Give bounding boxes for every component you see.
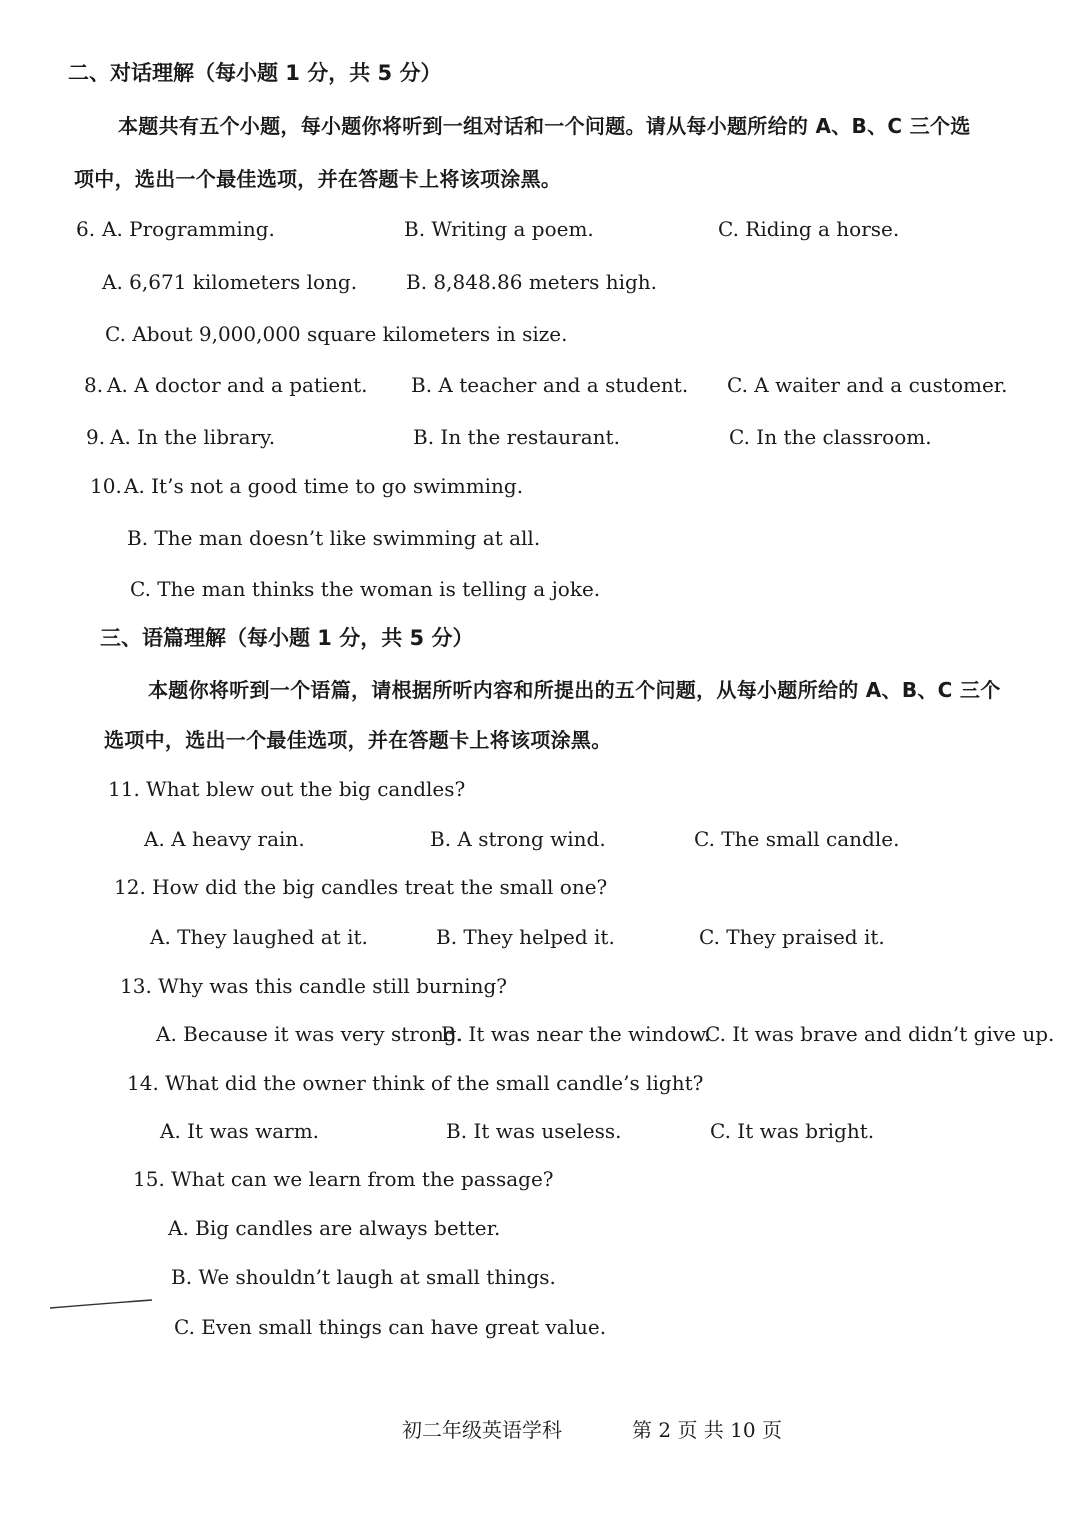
question-8-number: 8. xyxy=(84,373,104,397)
question-15-option-c: C. Even small things can have great value. xyxy=(174,1315,607,1339)
question-15-stem: 15. What can we learn from the passage? xyxy=(133,1167,554,1191)
question-11-option-b: B. A strong wind. xyxy=(430,827,606,851)
question-6-number: 6. xyxy=(76,217,96,241)
question-10-option-a: A. It’s not a good time to go swimming. xyxy=(124,474,524,498)
question-14-option-c: C. It was bright. xyxy=(710,1119,875,1143)
question-7-option-c: C. About 9,000,000 square kilometers in size. xyxy=(105,322,568,346)
question-9-option-c: C. In the classroom. xyxy=(729,425,932,449)
question-8-option-a: A. A doctor and a patient. xyxy=(107,373,368,397)
question-7-option-b: B. 8,848.86 meters high. xyxy=(406,270,658,294)
section3-instruction-line2: 选项中，选出一个最佳选项，并在答题卡上将该项涂黑。 xyxy=(104,728,612,752)
question-6-option-b: B. Writing a poem. xyxy=(404,217,594,241)
question-10-number: 10. xyxy=(90,474,122,498)
section3-heading: 三、语篇理解（每小题 1 分，共 5 分） xyxy=(100,626,474,650)
question-11-option-c: C. The small candle. xyxy=(694,827,900,851)
question-14-option-b: B. It was useless. xyxy=(446,1119,622,1143)
pen-stroke-mark xyxy=(48,1298,154,1312)
footer-subject: 初二年级英语学科 xyxy=(402,1418,562,1442)
footer-page-info: 第 2 页 共 10 页 xyxy=(632,1418,782,1442)
question-10-option-c: C. The man thinks the woman is telling a joke. xyxy=(130,577,601,601)
question-11-stem: 11. What blew out the big candles? xyxy=(108,777,466,801)
question-13-option-c: C. It was brave and didn’t give up. xyxy=(705,1022,1055,1046)
question-6-option-c: C. Riding a horse. xyxy=(718,217,900,241)
question-12-option-a: A. They laughed at it. xyxy=(150,925,368,949)
question-13-option-a: A. Because it was very strong. xyxy=(156,1022,463,1046)
question-10-option-b: B. The man doesn’t like swimming at all. xyxy=(127,526,541,550)
question-12-option-b: B. They helped it. xyxy=(436,925,615,949)
question-7-option-a: A. 6,671 kilometers long. xyxy=(102,270,358,294)
question-15-option-b: B. We shouldn’t laugh at small things. xyxy=(171,1265,556,1289)
question-9-option-b: B. In the restaurant. xyxy=(413,425,620,449)
section3-instruction-line1: 本题你将听到一个语篇，请根据所听内容和所提出的五个问题，从每小题所给的 A、B、C 三个 xyxy=(148,678,1001,702)
section2-heading: 二、对话理解（每小题 1 分，共 5 分） xyxy=(68,61,442,85)
question-6-option-a: A. Programming. xyxy=(102,217,275,241)
question-12-stem: 12. How did the big candles treat the small one? xyxy=(114,875,608,899)
question-11-option-a: A. A heavy rain. xyxy=(144,827,305,851)
question-14-option-a: A. It was warm. xyxy=(160,1119,320,1143)
question-14-stem: 14. What did the owner think of the small candle’s light? xyxy=(127,1071,704,1095)
question-9-number: 9. xyxy=(86,425,106,449)
section2-instruction-line2: 项中，选出一个最佳选项，并在答题卡上将该项涂黑。 xyxy=(74,167,562,191)
question-15-option-a: A. Big candles are always better. xyxy=(168,1216,501,1240)
question-13-option-b: B. It was near the window. xyxy=(441,1022,711,1046)
question-12-option-c: C. They praised it. xyxy=(699,925,885,949)
section2-instruction-line1: 本题共有五个小题，每小题你将听到一组对话和一个问题。请从每小题所给的 A、B、C 三个选 xyxy=(118,114,971,138)
question-9-option-a: A. In the library. xyxy=(110,425,276,449)
question-8-option-c: C. A waiter and a customer. xyxy=(727,373,1008,397)
question-8-option-b: B. A teacher and a student. xyxy=(411,373,689,397)
question-13-stem: 13. Why was this candle still burning? xyxy=(120,974,508,998)
